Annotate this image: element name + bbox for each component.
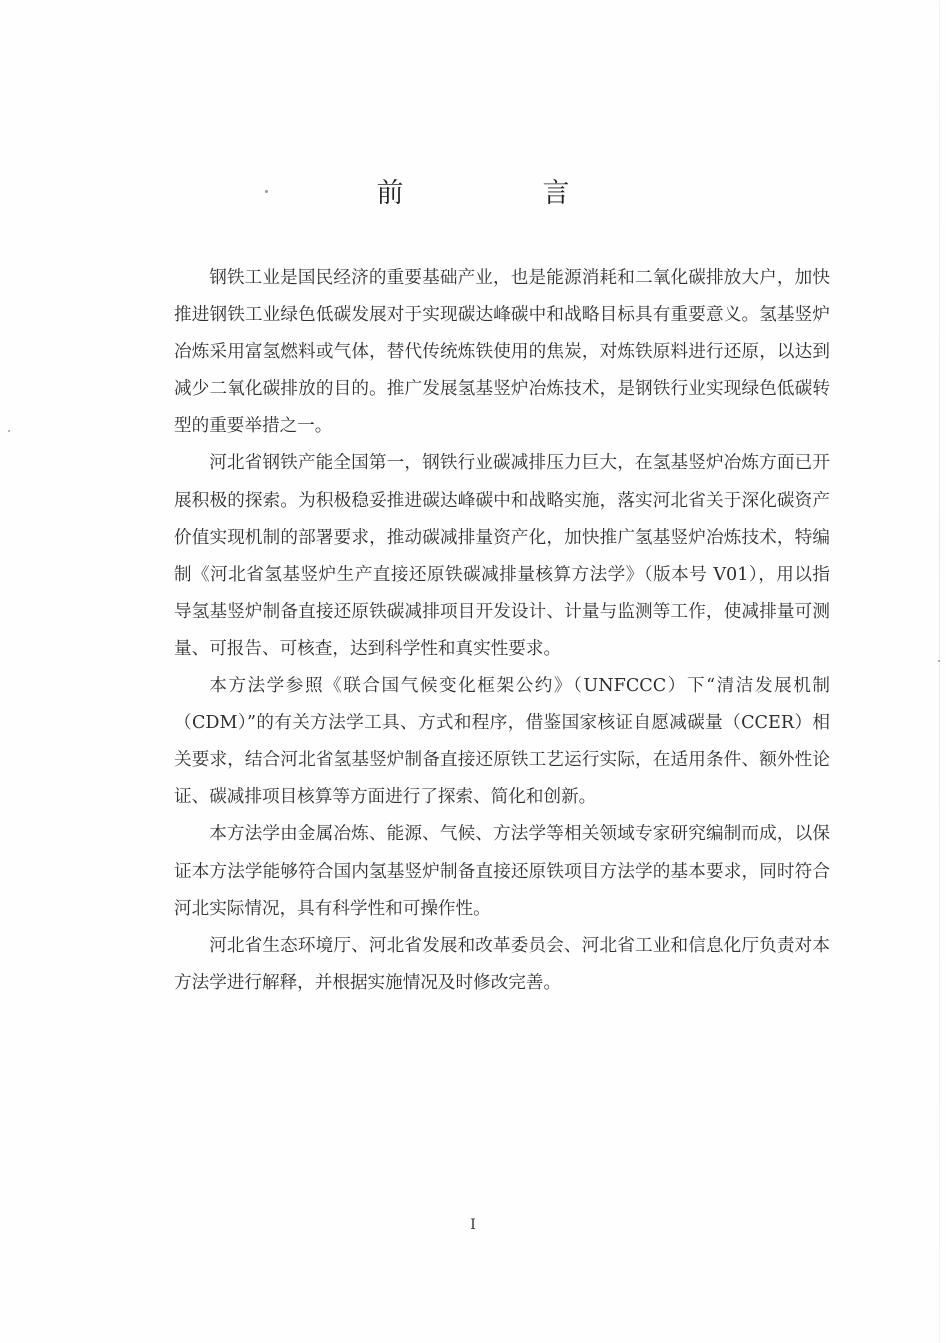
page-title: 前 言	[376, 178, 626, 209]
paragraph: 河北省钢铁产能全国第一，钢铁行业碳减排压力巨大，在氢基竖炉冶炼方面已开展积极的探索。为积极稳妥推进碳达峰碳中和战略实施，落实河北省关于深化碳资产价值实现机制的部署要求，推动碳减排量资产化，加快推广氢基竖炉冶炼技术，特编制《河北省氢基竖炉生产直接还原铁碳减排量核算方法学》（版本号 V01），用以指导氢基竖炉制备直接还原铁碳减排项目开发设计、计量与监测等工作，使减排量可测量、可报告、可核查，达到科学性和真实性要求。	[174, 453, 830, 659]
paragraph: 河北省生态环境厅、河北省发展和改革委员会、河北省工业和信息化厅负责对本方法学进行解释，并根据实施情况及时修改完善。	[174, 935, 830, 993]
paragraph: 钢铁工业是国民经济的重要基础产业，也是能源消耗和二氧化碳排放大户，加快推进钢铁工业绿色低碳发展对于实现碳达峰碳中和战略目标具有重要意义。氢基竖炉冶炼采用富氢燃料或气体，替代传统炼铁使用的焦炭，对炼铁原料进行还原，以达到减少二氧化碳排放的目的。推广发展氢基竖炉冶炼技术，是钢铁行业实现绿色低碳转型的重要举措之一。	[174, 268, 830, 437]
preface-body	[174, 260, 830, 1002]
paragraph: 本方法学参照《联合国气候变化框架公约》（UNFCCC）下“清洁发展机制（CDM）”的有关方法学工具、方式和程序，借鉴国家核证自愿减碳量（CCER）相关要求，结合河北省氢基竖炉制备直接还原铁工艺运行实际，在适用条件、额外性论证、碳减排项目核算等方面进行了探索、简化和创新。	[174, 676, 830, 808]
paragraph: 本方法学由金属冶炼、能源、气候、方法学等相关领域专家研究编制而成，以保证本方法学能够符合国内氢基竖炉制备直接还原铁项目方法学的基本要求，同时符合河北实际情况，具有科学性和可操作性。	[174, 824, 830, 919]
scan-mark	[938, 660, 940, 662]
page-number: I	[470, 1217, 476, 1233]
scan-mark	[8, 430, 10, 432]
